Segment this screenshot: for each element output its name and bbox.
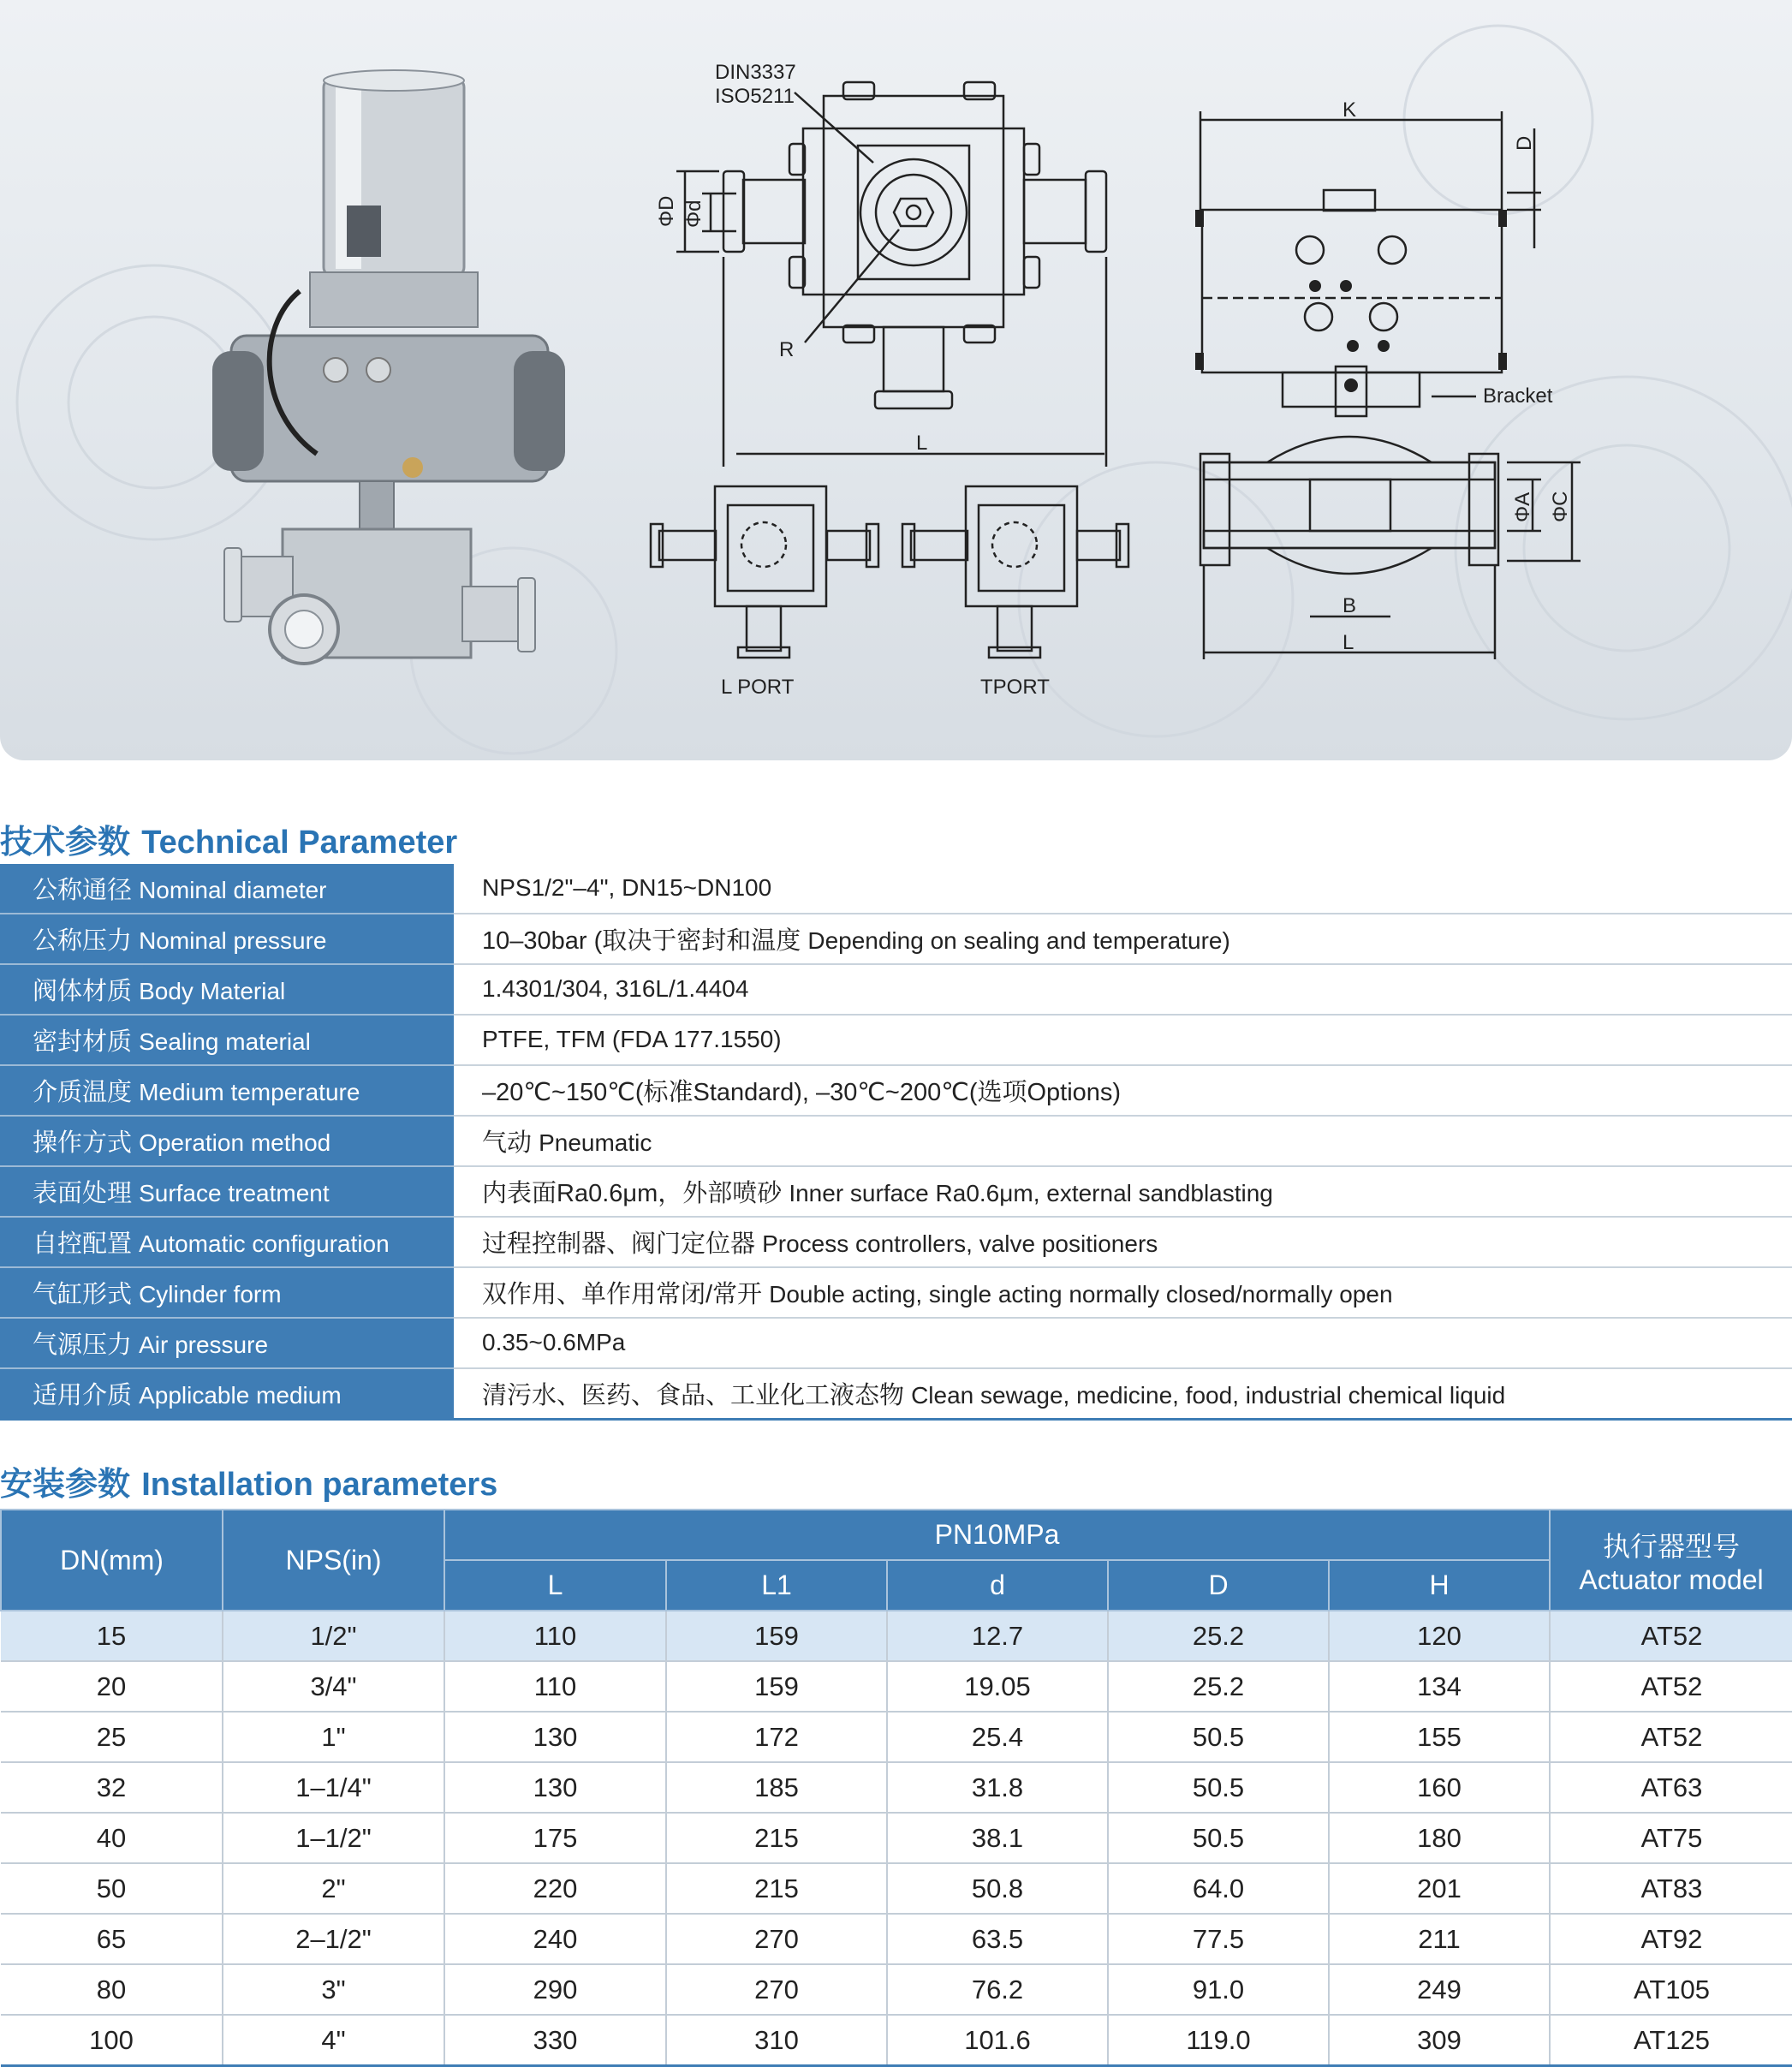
parameter-key-en: Medium temperature [139,1079,360,1105]
table-cell: 1–1/4" [223,1762,444,1813]
parameter-key [0,1116,454,1166]
parameter-value-en: Pneumatic [539,1129,652,1156]
parameter-value [454,914,1792,964]
table-cell: 249 [1329,1964,1550,2015]
parameter-value [454,864,1792,914]
parameter-key-en: Automatic configuration [139,1230,390,1257]
installation-parameter-table [0,1509,1792,2067]
dim-B: B [1343,594,1357,617]
parameter-key-en: Sealing material [139,1028,311,1055]
technical-row [0,914,1792,964]
table-cell: AT125 [1550,2015,1792,2066]
parameter-key-en: Applicable medium [139,1382,342,1409]
table-cell: 2–1/2" [223,1914,444,1964]
parameter-value-cn: –20℃~150℃(标准Standard), –30℃~200℃(选项Options) [482,1079,1122,1106]
parameter-value-en: PTFE, TFM (FDA 177.1550) [482,1026,782,1052]
technical-row [0,1065,1792,1116]
table-cell: 1–1/2" [223,1813,444,1863]
parameter-key-cn: 密封材质 [33,1028,133,1056]
technical-row [0,964,1792,1015]
lport-drawing [651,486,878,658]
header-pn-group: PN10MPa [444,1510,1550,1560]
table-cell: 180 [1329,1813,1550,1863]
table-cell: 38.1 [887,1813,1108,1863]
table-cell: 31.8 [887,1762,1108,1813]
table-cell: 40 [1,1813,223,1863]
table-cell: 155 [1329,1712,1550,1762]
header-actuator-cn: 执行器型号 [1603,1530,1741,1562]
table-cell: 91.0 [1108,1964,1329,2015]
parameter-key-cn: 阀体材质 [33,978,133,1005]
technical-row [0,1318,1792,1368]
table-cell: 77.5 [1108,1914,1329,1964]
table-cell: 120 [1329,1611,1550,1661]
subheader-cell: L1 [666,1560,887,1611]
table-cell: 19.05 [887,1661,1108,1712]
dim-phiC: ΦC [1549,491,1572,522]
parameter-key [0,1267,454,1318]
table-cell: 130 [444,1762,666,1813]
table-cell: 290 [444,1964,666,2015]
table-row [1,1762,1792,1813]
table-cell: 159 [666,1661,887,1712]
table-cell: 130 [444,1712,666,1762]
parameter-key-en: Cylinder form [139,1281,282,1308]
technical-title-cn: 技术参数 [0,823,131,861]
tport-drawing [902,486,1128,658]
table-cell: 101.6 [887,2015,1108,2066]
parameter-key [0,964,454,1015]
table-cell: 201 [1329,1863,1550,1914]
parameter-value-cn: 清污水、医药、食品、工业化工液态物 [482,1382,905,1409]
table-cell: 4" [223,2015,444,2066]
parameter-key-en: Body Material [139,978,286,1004]
parameter-key-cn: 气源压力 [33,1331,133,1359]
header-nps: NPS(in) [223,1510,444,1611]
parameter-value [454,1368,1792,1420]
parameter-value-en: Inner surface Ra0.6μm, external sandblasting [789,1180,1273,1206]
table-cell: 215 [666,1863,887,1914]
parameter-key [0,914,454,964]
table-cell: 50.8 [887,1863,1108,1914]
parameter-value-cn: 双作用、单作用常闭/常开 [482,1281,763,1308]
table-cell: 63.5 [887,1914,1108,1964]
parameter-value-en: Depending on sealing and temperature) [807,927,1230,954]
dim-L-plan: L [916,432,928,455]
parameter-key-cn: 公称压力 [33,927,133,955]
parameter-key-cn: 表面处理 [33,1180,133,1207]
parameter-value [454,1166,1792,1217]
table-cell: 159 [666,1611,887,1661]
parameter-key [0,1065,454,1116]
table-cell: 119.0 [1108,2015,1329,2066]
parameter-value-en: 0.35~0.6MPa [482,1329,626,1355]
table-cell: 215 [666,1813,887,1863]
technical-parameter-table [0,864,1792,1421]
table-cell: 25.4 [887,1712,1108,1762]
table-cell: 50.5 [1108,1712,1329,1762]
dim-phiA: ΦA [1511,491,1534,522]
parameter-value [454,1267,1792,1318]
dim-phid: Φd [682,200,705,228]
parameter-key [0,1318,454,1368]
parameter-value-cn: 过程控制器、阀门定位器 [482,1230,756,1258]
table-row [1,2015,1792,2066]
parameter-key-en: Operation method [139,1129,331,1156]
table-cell: AT52 [1550,1661,1792,1712]
parameter-key-cn: 介质温度 [33,1079,133,1106]
table-cell: 1" [223,1712,444,1762]
tport-label: TPORT [980,676,1050,699]
table-cell: 50.5 [1108,1813,1329,1863]
table-cell: 309 [1329,2015,1550,2066]
parameter-key-en: Nominal pressure [139,927,327,954]
table-row [1,1611,1792,1661]
table-cell: AT75 [1550,1813,1792,1863]
parameter-value-en: Clean sewage, medicine, food, industrial chemical liquid [911,1382,1506,1409]
technical-row [0,1267,1792,1318]
parameter-key-cn: 自控配置 [33,1230,133,1258]
table-cell: 310 [666,2015,887,2066]
table-cell: 1/2" [223,1611,444,1661]
technical-row [0,1368,1792,1420]
technical-section-title [0,815,457,862]
parameter-value [454,1217,1792,1267]
table-cell: 3/4" [223,1661,444,1712]
parameter-value [454,1015,1792,1065]
table-row [1,1661,1792,1712]
table-cell: AT52 [1550,1712,1792,1762]
table-cell: 270 [666,1914,887,1964]
technical-row [0,1166,1792,1217]
parameter-value-cn: 10–30bar (取决于密封和温度 [482,927,801,955]
table-cell: AT52 [1550,1611,1792,1661]
technical-title-en: Technical Parameter [141,825,458,861]
table-row [1,1964,1792,2015]
parameter-key-en: Air pressure [139,1331,269,1358]
table-cell: 15 [1,1611,223,1661]
parameter-value-cn: 内表面Ra0.6μm，外部喷砂 [482,1180,783,1207]
subheader-cell: D [1108,1560,1329,1611]
table-cell: 172 [666,1712,887,1762]
table-cell: 240 [444,1914,666,1964]
table-cell: 12.7 [887,1611,1108,1661]
parameter-value-en: Process controllers, valve positioners [762,1230,1158,1257]
table-cell: 25 [1,1712,223,1762]
table-cell: 185 [666,1762,887,1813]
table-row [1,1914,1792,1964]
parameter-key-cn: 公称通径 [33,877,133,904]
table-cell: AT92 [1550,1914,1792,1964]
dim-D: D [1513,135,1536,151]
table-cell: 65 [1,1914,223,1964]
table-cell: 32 [1,1762,223,1813]
iso-label: ISO5211 [715,85,795,108]
table-cell: 2" [223,1863,444,1914]
table-cell: AT63 [1550,1762,1792,1813]
parameter-key-cn: 操作方式 [33,1129,133,1157]
table-cell: 110 [444,1661,666,1712]
header-dn: DN(mm) [1,1510,223,1611]
parameter-value-cn: 气动 [482,1129,533,1157]
parameter-value-en: Double acting, single acting normally closed/normally open [769,1281,1393,1308]
parameter-value [454,1318,1792,1368]
plan-view-drawing [676,82,1106,467]
table-cell: 175 [444,1813,666,1863]
elevation-fills [1195,210,1507,392]
parameter-value-en: 1.4301/304, 316L/1.4404 [482,975,749,1002]
table-cell: 270 [666,1964,887,2015]
parameter-value [454,1116,1792,1166]
table-cell: 25.2 [1108,1661,1329,1712]
table-cell: 211 [1329,1914,1550,1964]
parameter-value [454,1065,1792,1116]
parameter-key [0,1217,454,1267]
table-cell: 76.2 [887,1964,1108,2015]
table-cell: 330 [444,2015,666,2066]
dim-phiD: ΦD [655,195,678,227]
parameter-key [0,1166,454,1217]
installation-title-en: Installation parameters [141,1467,498,1503]
header-actuator [1550,1510,1792,1611]
dim-L-elevation: L [1343,631,1354,654]
subheader-cell: L [444,1560,666,1611]
table-cell: 20 [1,1661,223,1712]
parameter-key-en: Nominal diameter [139,877,327,903]
product-drawing-panel [0,0,1792,760]
subheader-cell: H [1329,1560,1550,1611]
dim-R: R [779,338,795,361]
table-cell: 3" [223,1964,444,2015]
parameter-key [0,1368,454,1420]
lport-label: L PORT [721,676,795,699]
subheader-cell: d [887,1560,1108,1611]
parameter-key-en: Surface treatment [139,1180,330,1206]
parameter-value-en: NPS1/2"–4", DN15~DN100 [482,874,772,901]
din-label: DIN3337 [715,61,796,84]
parameter-key [0,1015,454,1065]
parameter-value [454,964,1792,1015]
table-row [1,1712,1792,1762]
table-cell: 50.5 [1108,1762,1329,1813]
table-row [1,1863,1792,1914]
table-cell: AT83 [1550,1863,1792,1914]
table-cell: 160 [1329,1762,1550,1813]
table-cell: 25.2 [1108,1611,1329,1661]
parameter-key-cn: 气缸形式 [33,1281,133,1308]
table-cell: 50 [1,1863,223,1914]
dim-K: K [1343,98,1357,122]
header-actuator-en: Actuator model [1579,1564,1764,1595]
table-row [1,1813,1792,1863]
table-cell: 110 [444,1611,666,1661]
table-cell: 220 [444,1863,666,1914]
table-cell: 100 [1,2015,223,2066]
technical-row [0,1116,1792,1166]
valve-photo [212,70,565,664]
technical-row [0,1015,1792,1065]
table-cell: 64.0 [1108,1863,1329,1914]
installation-section-title [0,1457,497,1504]
parameter-key [0,864,454,914]
bracket-label: Bracket [1483,384,1553,408]
technical-drawing [0,0,1792,760]
technical-row [0,1217,1792,1267]
parameter-key-cn: 适用介质 [33,1382,133,1409]
table-cell: 134 [1329,1661,1550,1712]
table-cell: 80 [1,1964,223,2015]
table-cell: AT105 [1550,1964,1792,2015]
technical-row [0,864,1792,914]
installation-title-cn: 安装参数 [0,1465,131,1503]
